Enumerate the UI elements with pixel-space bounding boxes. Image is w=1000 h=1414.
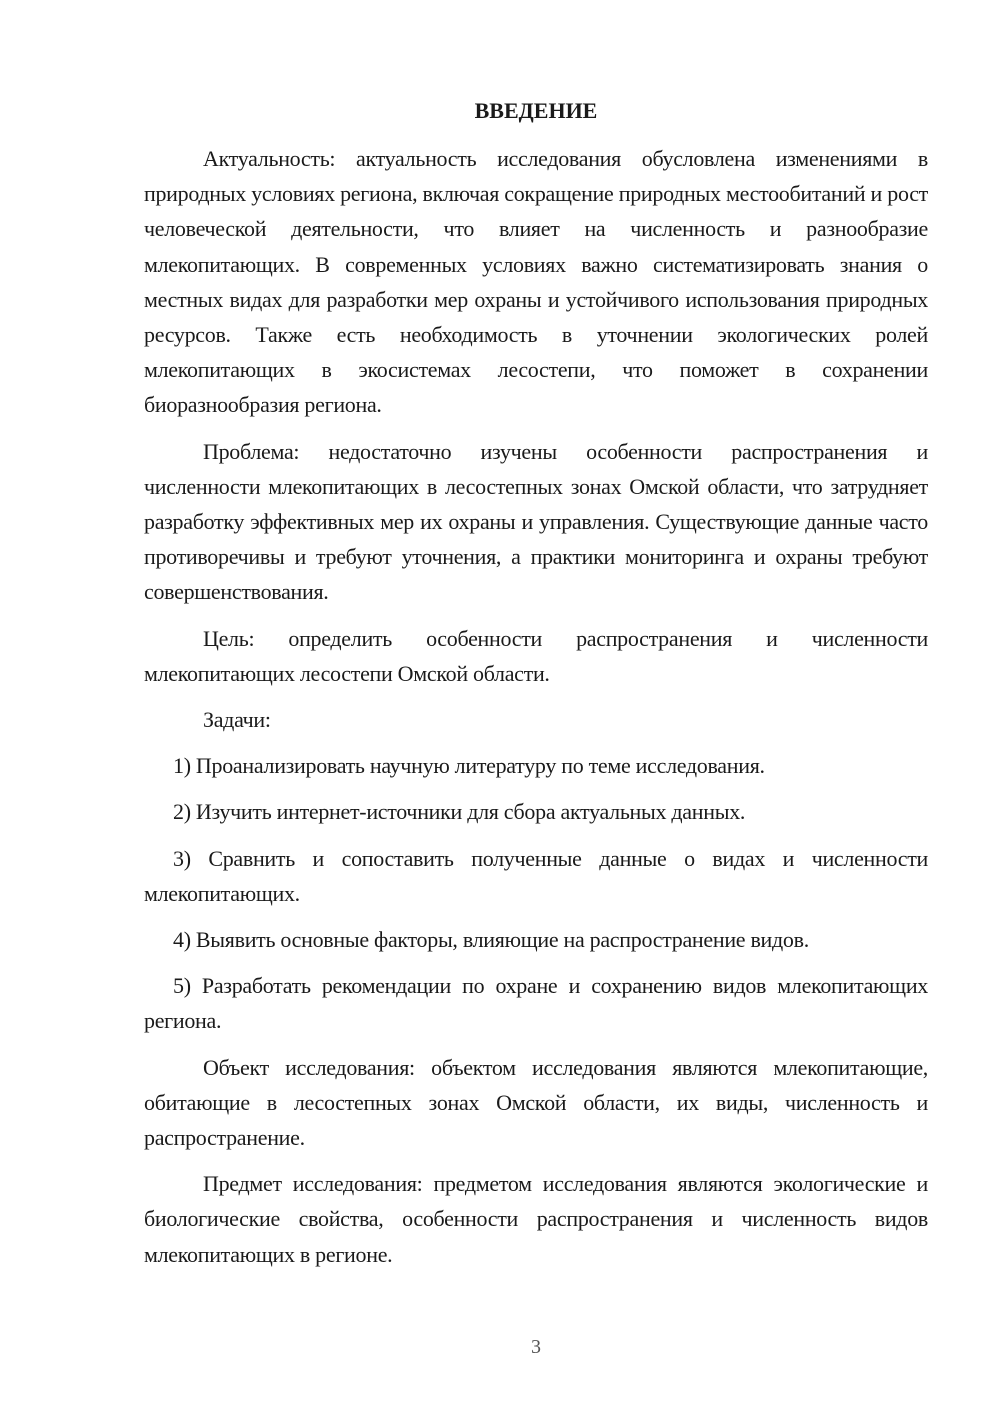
body-text — [144, 141, 928, 1283]
page-number: 3 — [531, 1336, 541, 1358]
paragraph-relevance: Актуальность: актуальность исследования обусловлена изменениями в природных условиях региона, включая сокращение природных местообитаний и рост человеческой деятельности, что влияет на численность и разнообразие млекопитающих. В современных условиях важно систематизировать знания о местных видах для разработки мер охраны и устойчивого использования природных ресурсов. Также есть необходимость в уточнении экологических ролей млекопитающих в экосистемах лесостепи, что поможет в сохранении биоразнообразия региона. — [144, 146, 928, 418]
paragraph-subject: Предмет исследования: предметом исследования являются экологические и биологические свойства, особенности распространения и численность видов млекопитающих в регионе. — [144, 1171, 928, 1267]
task-item-3: 3) Сравнить и сопоставить полученные данные о видах и численности млекопитающих. — [144, 845, 928, 906]
paragraph-object: Объект исследования: объектом исследования являются млекопитающие, обитающие в лесостепных зонах Омской области, их виды, численность и распространение. — [144, 1054, 928, 1151]
task-item-1: 1) Проанализировать научную литературу по теме исследования. — [173, 753, 765, 779]
paragraph-tasks-heading: Задачи: — [203, 707, 271, 733]
page-title: ВВЕДЕНИЕ — [474, 98, 598, 123]
paragraph-problem: Проблема: недостаточно изучены особенности распространения и численности млекопитающих в лесостепных зонах Омской области, что затрудняет разработку эффективных мер их охраны и управления. Существующие данные часто противоречивы и требуют уточнения, а практики мониторинга и охраны требуют совершенствования. — [144, 438, 928, 605]
task-item-2: 2) Изучить интернет-источники для сбора актуальных данных. — [173, 799, 746, 825]
task-item-5: 5) Разработать рекомендации по охране и сохранению видов млекопитающих региона. — [144, 973, 928, 1034]
paragraph-goal: Цель: определить особенности распространения и численности млекопитающих лесостепи Омской области. — [144, 625, 928, 686]
task-item-4: 4) Выявить основные факторы, влияющие на распространение видов. — [173, 927, 809, 953]
